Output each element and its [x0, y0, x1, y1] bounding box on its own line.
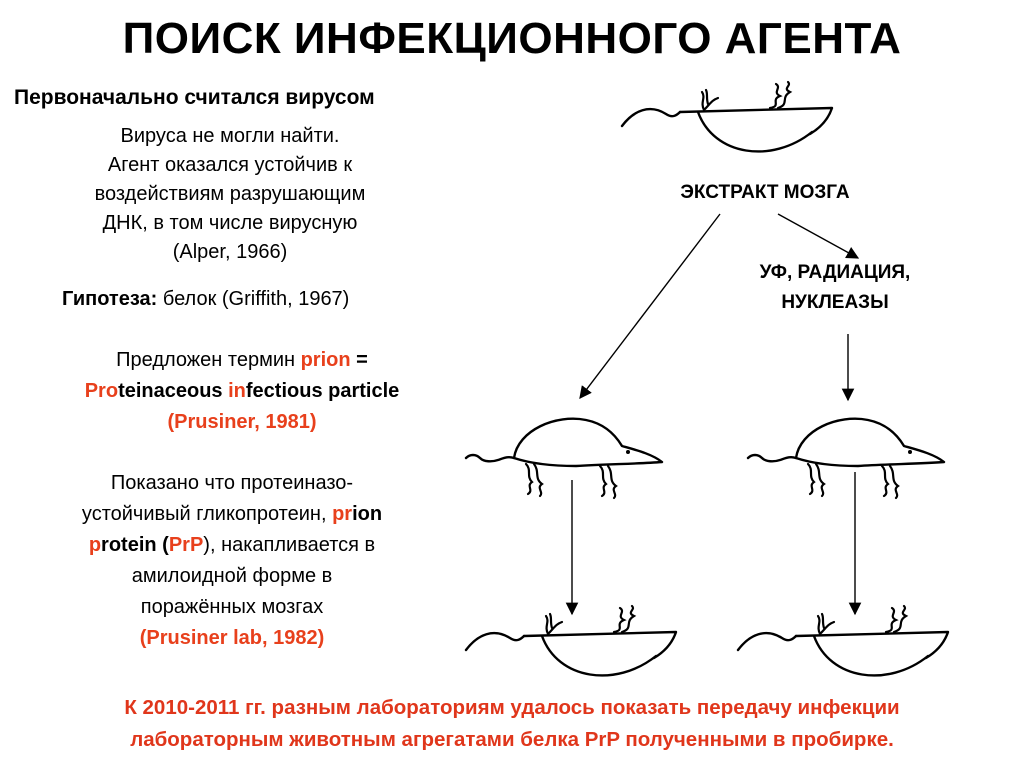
virus-line-2: Агент оказался устойчив к — [107, 154, 353, 176]
prp-line-3-post: ), накапливается в — [203, 534, 376, 556]
footer-line-1: К 2010-2011 гг. разным лабораториям удалось показать передачу инфекции — [124, 696, 900, 719]
arrow-icon — [580, 214, 720, 398]
footer-note — [0, 692, 1024, 756]
treatment-line-1: УФ, РАДИАЦИЯ, — [759, 262, 911, 283]
upright-mouse-icon — [748, 419, 944, 498]
upside-down-mouse-icon — [466, 606, 676, 675]
page-title: ПОИСК ИНФЕКЦИОННОГО АГЕНТА — [122, 14, 902, 63]
prion-intro: Предложен термин — [116, 349, 301, 371]
footer-line-2: лабораторным животным агрегатами белка PrP полученными в пробирке. — [130, 728, 894, 751]
prp-rotein-rest: rotein ( — [101, 534, 169, 556]
prp-abbrev: PrP — [168, 534, 204, 556]
treatment-line-2: НУКЛЕАЗЫ — [781, 292, 889, 313]
prion-in-highlight: in — [228, 380, 246, 402]
prp-line-1: Показано что протеиназо- — [110, 472, 354, 494]
prion-equals: = — [350, 349, 368, 371]
virus-line-3: воздействиям разрушающим — [94, 183, 366, 205]
prp-citation: (Prusiner lab, 1982) — [139, 627, 325, 649]
brain-extract-label: ЭКСТРАКТ МОЗГА — [680, 182, 850, 203]
prion-term: prion — [300, 349, 351, 371]
upside-down-mouse-icon — [622, 82, 832, 151]
prion-pro-highlight: Pro — [84, 380, 119, 402]
hypothesis-label: Гипотеза: — [62, 288, 158, 310]
prp-line-4: амилоидной форме в — [131, 565, 333, 587]
prp-ion-rest: ion — [352, 503, 383, 525]
virus-line-1: Вируса не могли найти. — [120, 125, 340, 147]
prp-p-highlight: p — [88, 534, 102, 556]
prion-pro-rest: teinaceous — [118, 380, 229, 402]
prp-line-5: поражённых мозгах — [140, 596, 324, 618]
prp-pr-highlight: pr — [332, 503, 353, 525]
prion-citation: (Prusiner, 1981) — [167, 411, 317, 433]
upside-down-mouse-icon — [738, 606, 948, 675]
prp-line-2-pre: устойчивый гликопротеин, — [81, 503, 333, 525]
prion-in-rest: fectious particle — [245, 380, 400, 402]
subtitle: Первоначально считался вирусом — [14, 86, 375, 109]
hypothesis-text: белок (Griffith, 1967) — [157, 288, 350, 310]
arrow-icon — [778, 214, 858, 258]
virus-line-4: ДНК, в том числе вирусную — [102, 212, 358, 234]
virus-citation: (Alper, 1966) — [172, 241, 288, 263]
upright-mouse-icon — [466, 419, 662, 498]
